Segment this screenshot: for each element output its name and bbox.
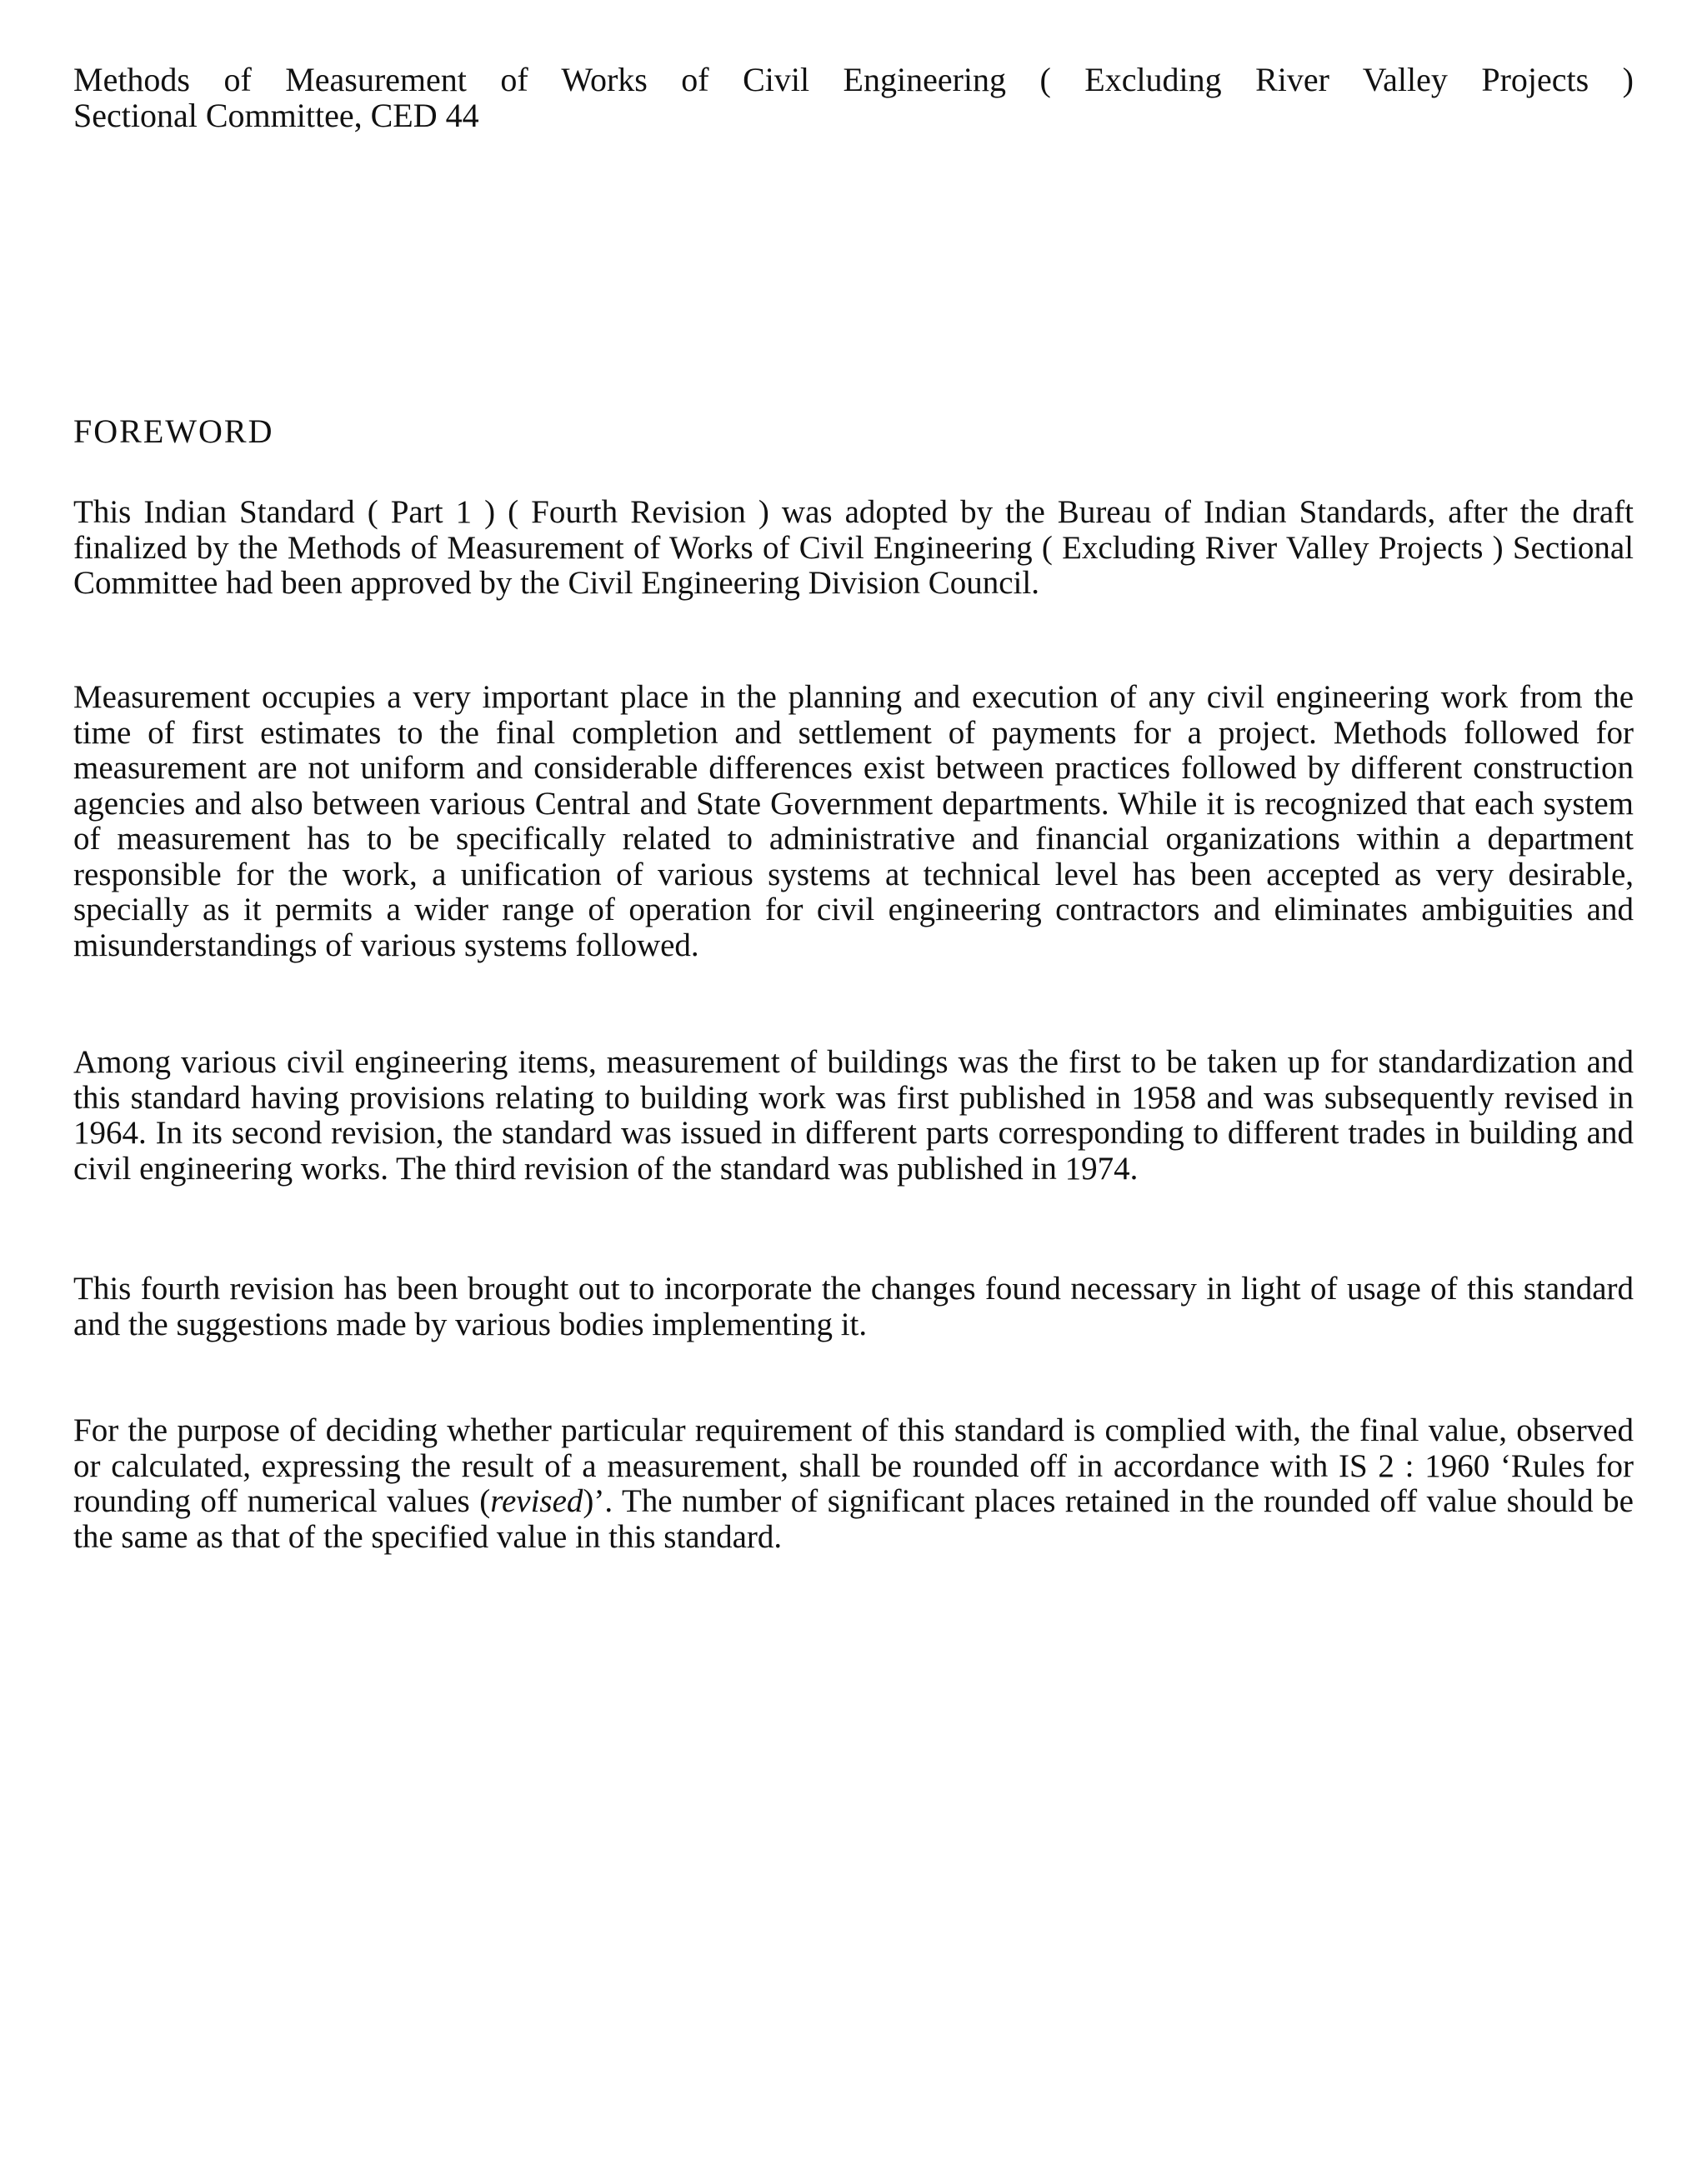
foreword-paragraph-5 — [73, 1413, 1634, 1555]
foreword-heading: FOREWORD — [73, 412, 274, 450]
committee-title-line-2: Sectional Committee, CED 44 — [73, 97, 479, 134]
committee-title-line-1: Methods of Measurement of Works of Civil Engineering ( Excluding River Valley Projects ) — [73, 61, 1634, 98]
document-page — [73, 61, 1634, 1555]
foreword-paragraph-4: This fourth revision has been brought out to incorporate the changes found necessary in light of usage of this standard and the suggestions made by various bodies implementing it. — [73, 1271, 1634, 1342]
paragraph-5-text-end: )’. The number of significant places retained in the rounded off value should be the same as that of the specified value in this standard. — [73, 1483, 1634, 1555]
foreword-paragraph-3: Among various civil engineering items, measurement of buildings was the first to be taken up for standardization and this standard having provisions relating to building work was first published in 1958 and was subsequently revised in 1964. In its second revision, the standard was issued in different parts corresponding to different trades in building and civil engineering works. The third revision of the standard was published in 1974. — [73, 1044, 1634, 1187]
foreword-paragraph-2: Measurement occupies a very important place in the planning and execution of any civil engineering work from the time of first estimates to the final completion and settlement of payments for a project. Methods followed for measurement are not uniform and considerable differences exist between practices followed by different construction agencies and also between various Central and State Government departments. While it is recognized that each system of measurement has to be specifically related to administrative and financial organizations within a department responsible for the work, a unification of various systems at technical level has been accepted as very desirable, specially as it permits a wider range of operation for civil engineering contractors and eliminates ambiguities and misunderstandings of various systems followed. — [73, 679, 1634, 963]
paragraph-5-text-start: For the purpose of deciding whether particular requirement of this standard is complied with, the final value, observed or calculated, expressing the result of a measurement, shall be rounded off in accordance with IS 2 : 1960 ‘Rules for rounding off numerical values ( — [73, 1412, 1634, 1519]
foreword-paragraph-1: This Indian Standard ( Part 1 ) ( Fourth Revision ) was adopted by the Bureau of Indian Standards, after the draft finalized by the Methods of Measurement of Works of Civil Engineering ( Excluding River Valley Projects ) Sectional Committee had been approved by the Civil Engineering Division Council. — [73, 494, 1634, 601]
paragraph-5-italic-text: revised — [490, 1483, 583, 1519]
committee-title — [73, 62, 1634, 133]
